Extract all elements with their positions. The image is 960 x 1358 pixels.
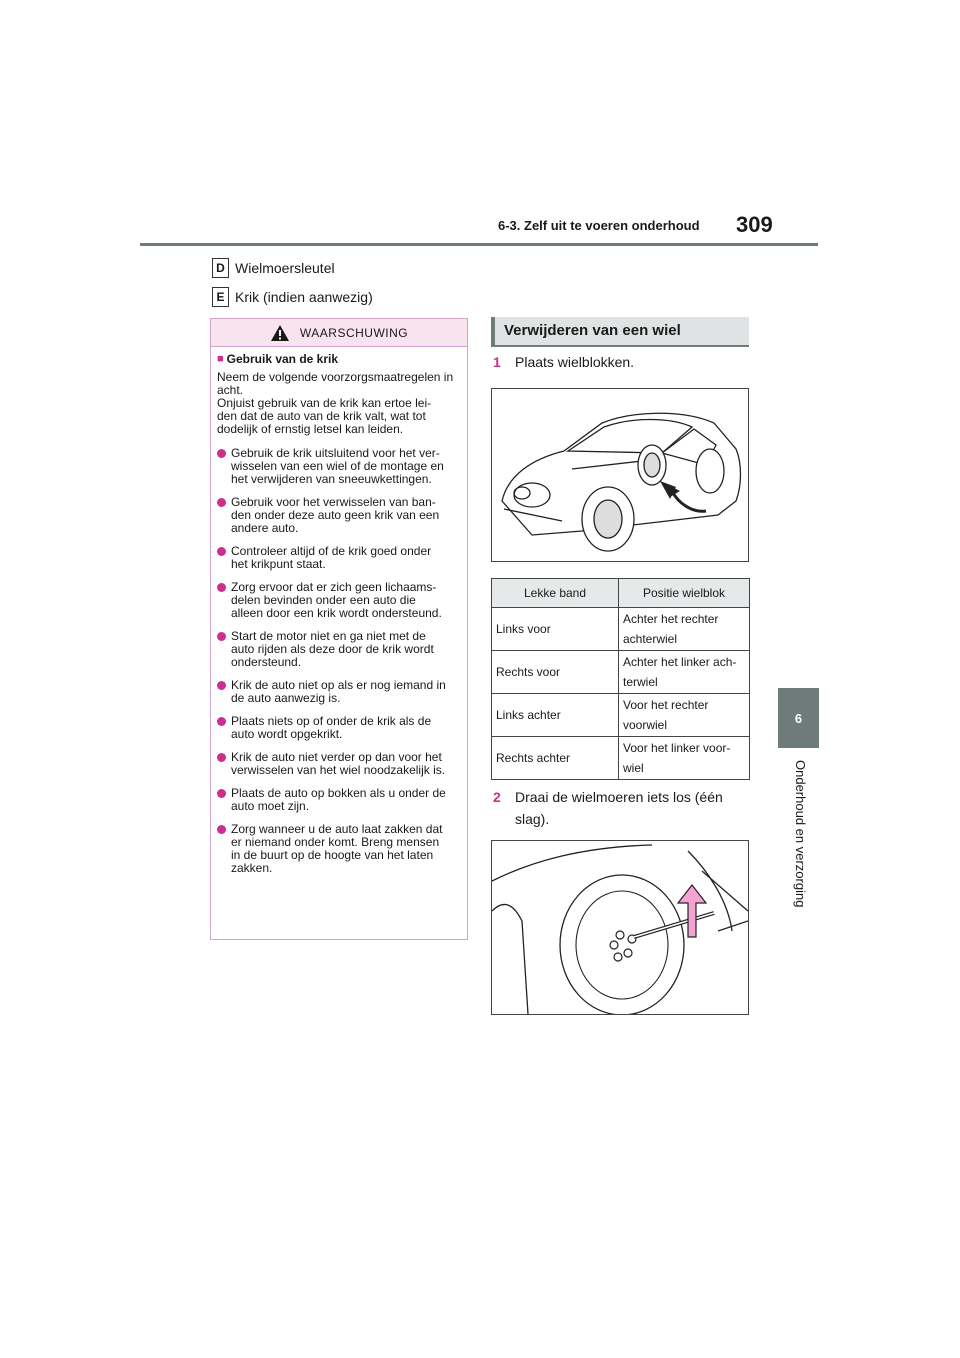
bullet-dot-icon	[217, 681, 226, 690]
bullet-dot-icon	[217, 498, 226, 507]
step-1	[493, 351, 634, 373]
warning-item	[217, 715, 460, 741]
warning-item	[217, 787, 460, 813]
chapter-title-vertical	[786, 760, 810, 920]
wheel-chock-table	[491, 578, 750, 780]
table-cell: Links voor	[492, 608, 619, 651]
table-row	[492, 608, 750, 651]
warning-item	[217, 679, 460, 705]
header-rule	[140, 243, 818, 246]
table-cell: Achter het rechter achterwiel	[619, 608, 750, 651]
warning-item-text: Gebruik voor het verwisselen van ban- den onder deze auto geen krik van een andere auto.	[231, 495, 440, 535]
chapter-tab[interactable]: 6	[778, 688, 819, 748]
legend-item-e	[212, 287, 373, 307]
warning-item-text: Plaats de auto op bokken als u onder de auto moet zijn.	[231, 786, 446, 813]
table-cell: Rechts voor	[492, 651, 619, 694]
bullet-dot-icon	[217, 717, 226, 726]
bullet-dot-icon	[217, 825, 226, 834]
section-heading: Verwijderen van een wiel	[491, 317, 749, 347]
step-number: 2	[493, 789, 501, 805]
bullet-dot-icon	[217, 547, 226, 556]
table-header-row	[492, 579, 750, 608]
warning-item	[217, 447, 460, 486]
legend-item-d	[212, 258, 335, 278]
lug-nut-illustration	[491, 840, 749, 1015]
car-chock-illustration	[491, 388, 749, 562]
warning-item-text: Plaats niets op of onder de krik als de auto wordt opgekrikt.	[231, 714, 432, 741]
table-cell: Voor het linker voor- wiel	[619, 737, 750, 780]
square-bullet-icon: ■	[217, 353, 224, 365]
warning-item	[217, 751, 460, 777]
warning-triangle-icon	[270, 324, 290, 342]
warning-list	[217, 447, 460, 875]
column-header: Lekke band	[492, 579, 619, 608]
bullet-dot-icon	[217, 632, 226, 641]
step-text: Draai de wielmoeren iets los (één slag).	[515, 789, 723, 827]
warning-item	[217, 581, 460, 620]
legend-label: Wielmoersleutel	[235, 260, 335, 276]
page-number: 309	[736, 212, 773, 237]
legend-letter: E	[212, 287, 229, 307]
warning-subtitle: Gebruik van de krik	[226, 352, 339, 366]
car-illustration	[492, 389, 748, 561]
column-header: Positie wielblok	[619, 579, 750, 608]
section-title: 6-3. Zelf uit te voeren onderhoud	[498, 218, 700, 233]
warning-item	[217, 823, 460, 875]
warning-subtitle-row	[217, 353, 460, 366]
chapter-title: Onderhoud en verzorging	[793, 760, 808, 908]
bullet-dot-icon	[217, 753, 226, 762]
warning-item-text: Krik de auto niet verder op dan voor het verwisselen van het wiel noodzakelijk is.	[231, 750, 446, 777]
warning-item	[217, 545, 460, 571]
warning-item-text: Start de motor niet en ga niet met de auto rijden als deze door de krik wordt ondersteund.	[231, 629, 434, 669]
warning-item	[217, 630, 460, 669]
warning-item-text: Controleer altijd of de krik goed onder het krikpunt staat.	[231, 544, 432, 571]
bullet-dot-icon	[217, 583, 226, 592]
legend-label: Krik (indien aanwezig)	[235, 289, 373, 305]
warning-item	[217, 496, 460, 535]
bullet-dot-icon	[217, 449, 226, 458]
warning-header	[211, 319, 467, 347]
table-cell: Voor het rechter voorwiel	[619, 694, 750, 737]
table-row	[492, 694, 750, 737]
table-cell: Links achter	[492, 694, 619, 737]
table-row	[492, 737, 750, 780]
table-row	[492, 651, 750, 694]
legend-letter: D	[212, 258, 229, 278]
step-text: Plaats wielblokken.	[515, 354, 635, 370]
step-2	[493, 786, 723, 830]
wheel-wrench-illustration	[492, 841, 748, 1014]
warning-item-text: Krik de auto niet op als er nog iemand in de auto aanwezig is.	[231, 678, 446, 705]
warning-item-text: Zorg wanneer u de auto laat zakken dat er niemand onder komt. Breng mensen in de buurt op de hoogte van het laten zakken.	[231, 822, 443, 875]
bullet-dot-icon	[217, 789, 226, 798]
warning-item-text: Zorg ervoor dat er zich geen lichaams- delen bevinden onder een auto die alleen door een krik wordt ondersteund.	[231, 580, 442, 620]
warning-item-text: Gebruik de krik uitsluitend voor het ver- wisselen van een wiel of de montage en het verwijderen van sneeuwkettingen.	[231, 446, 444, 486]
warning-box	[210, 318, 468, 940]
table-cell: Achter het linker ach- terwiel	[619, 651, 750, 694]
step-number: 1	[493, 354, 501, 370]
table-cell: Rechts achter	[492, 737, 619, 780]
warning-intro: Neem de volgende voorzorgsmaatregelen in acht. Onjuist gebruik van de krik kan ertoe lei- den dat de auto van de krik valt, wat tot dodelijk of ernstig letsel kan leiden.	[217, 370, 454, 436]
warning-title: WAARSCHUWING	[299, 325, 409, 340]
